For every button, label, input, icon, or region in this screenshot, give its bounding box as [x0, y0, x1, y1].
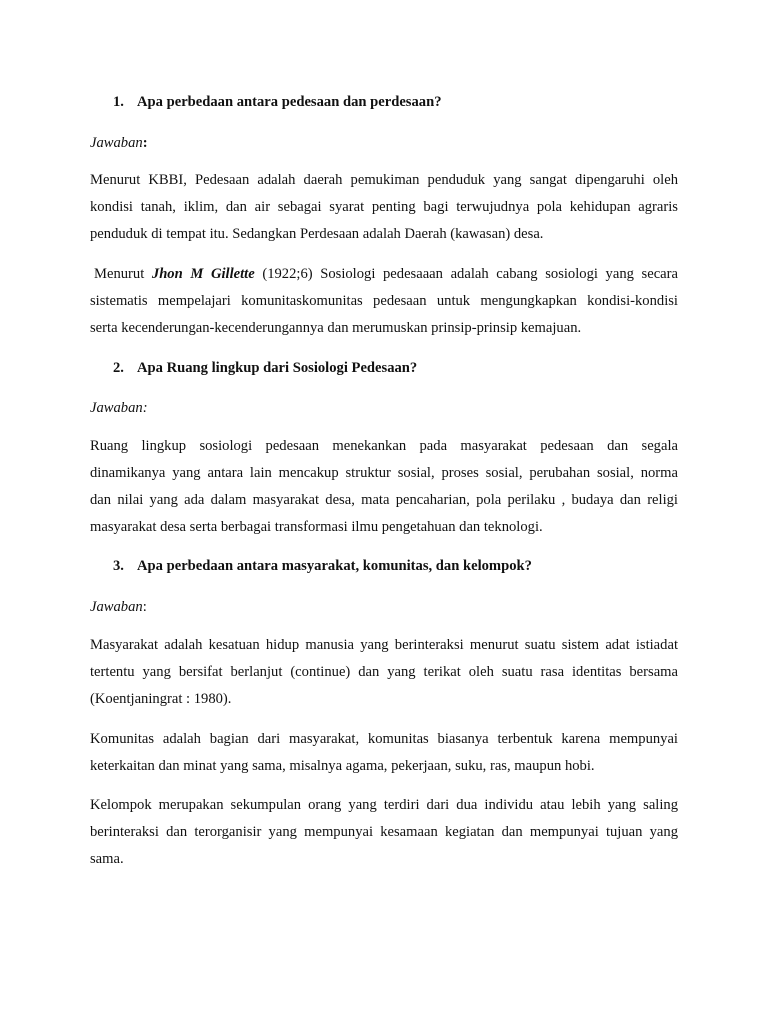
- answer-1-label-colon: :: [142, 135, 148, 151]
- paragraph-line: Menurut KBBI, Pedesaan adalah daerah pemukiman penduduk yang sangat dipengaruhi oleh: [90, 172, 678, 188]
- paragraph-line: Masyarakat adalah kesatuan hidup manusia yang berinteraksi menurut suatu sistem adat istiadat: [90, 637, 678, 653]
- paragraph-line: dinamikanya yang antara lain mencakup struktur sosial, proses sosial, perubahan sosial, norma: [90, 465, 678, 481]
- paragraph-line: keterkaitan dan minat yang sama, misalnya agama, pekerjaan, suku, ras, maupun hobi.: [90, 758, 595, 774]
- author-citation: (1922;6) Sosiologi pedesaaan adalah cabang sosiologi yang secara: [254, 266, 678, 282]
- paragraph-line: penduduk di tempat itu. Sedangkan Perdesaan adalah Daerah (kawasan) desa.: [90, 226, 544, 242]
- paragraph-line: sistematis mempelajari komunitaskomunitas pedesaan untuk mengungkapkan kondisi-kondisi: [90, 293, 678, 309]
- answer-2-paragraph-1: [90, 433, 678, 541]
- answer-3-label-colon: :: [142, 599, 147, 615]
- question-2-heading: [113, 360, 417, 377]
- paragraph-line: Ruang lingkup sosiologi pedesaan menekankan pada masyarakat pedesaan dan segala: [90, 438, 678, 454]
- paragraph-line: serta kecenderungan-kecenderungannya dan merumuskan prinsip-prinsip kemajuan.: [90, 320, 582, 336]
- paragraph-line: [90, 261, 678, 288]
- answer-3-paragraph-3: [90, 792, 678, 873]
- paragraph-line: kondisi tanah, iklim, dan air sebagai syarat penting bagi terwujudnya pola kehidupan agraris: [90, 199, 678, 215]
- answer-3-paragraph-2: [90, 726, 678, 780]
- paragraph-line: berinteraksi dan terorganisir yang mempunyai kesamaan kegiatan dan mempunyai tujuan yang: [90, 824, 678, 840]
- question-1-text: Apa perbedaan antara pedesaan dan perdesaan?: [137, 94, 442, 110]
- question-3-heading: [113, 558, 532, 575]
- answer-2-label: Jawaban:: [90, 400, 148, 416]
- answer-1-label: [90, 135, 148, 152]
- paragraph-line: dan nilai yang ada dalam masyarakat desa, mata pencaharian, pola perilaku , budaya dan religi: [90, 492, 678, 508]
- question-3-text: Apa perbedaan antara masyarakat, komunitas, dan kelompok?: [137, 558, 532, 574]
- author-intro: Menurut: [94, 266, 152, 282]
- answer-1-paragraph-2: [90, 261, 678, 342]
- question-1-heading: [113, 94, 442, 111]
- paragraph-line: tertentu yang bersifat berlanjut (continue) dan yang terikat oleh suatu rasa identitas bersama: [90, 664, 678, 680]
- answer-3-label-text: Jawaban: [90, 599, 143, 615]
- paragraph-line: sama.: [90, 851, 124, 867]
- question-1-number: 1.: [113, 94, 124, 110]
- paragraph-line: Kelompok merupakan sekumpulan orang yang terdiri dari dua individu atau lebih yang saling: [90, 797, 678, 813]
- question-2-number: 2.: [113, 360, 124, 376]
- paragraph-line: (Koentjaningrat : 1980).: [90, 691, 232, 707]
- paragraph-line: Komunitas adalah bagian dari masyarakat, komunitas biasanya terbentuk karena mempunyai: [90, 731, 678, 747]
- question-3-number: 3.: [113, 558, 124, 574]
- answer-3-paragraph-1: [90, 632, 678, 713]
- answer-1-label-text: Jawaban: [90, 135, 143, 151]
- answer-3-label: [90, 599, 147, 616]
- question-2-text: Apa Ruang lingkup dari Sosiologi Pedesaan?: [137, 360, 418, 376]
- paragraph-line: masyarakat desa serta berbagai transformasi ilmu pengetahuan dan teknologi.: [90, 519, 543, 535]
- author-name: Jhon M Gillette: [151, 266, 255, 282]
- answer-1-paragraph-1: [90, 167, 678, 248]
